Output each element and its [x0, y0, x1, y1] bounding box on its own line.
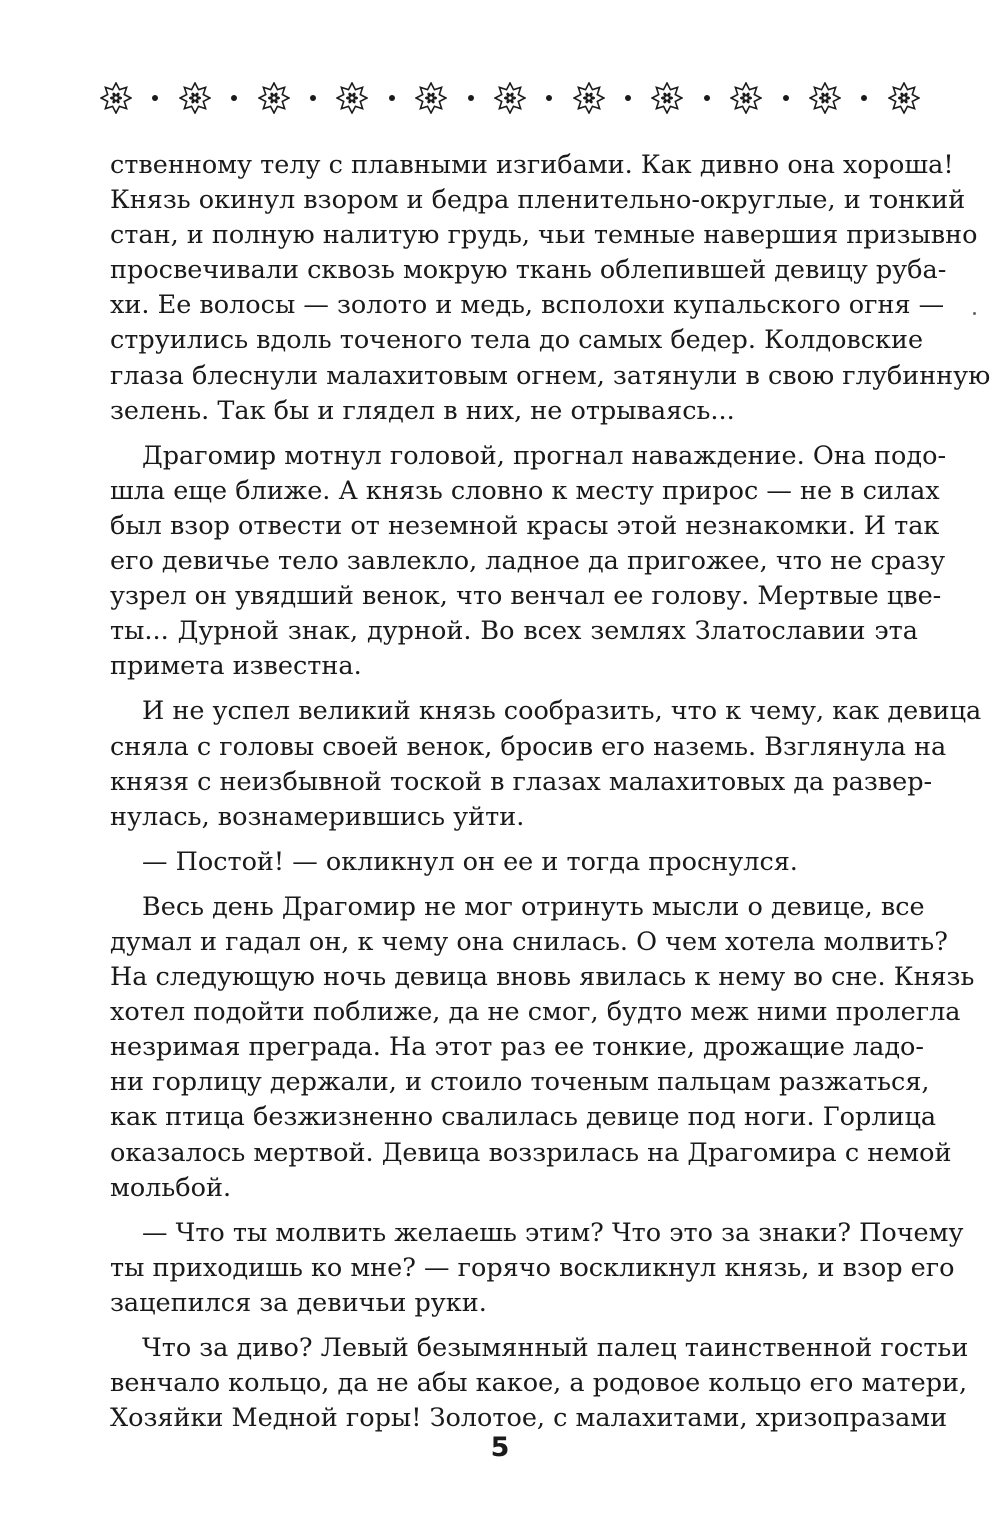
- flower-star-icon: [100, 82, 132, 114]
- flower-star-icon: [809, 82, 841, 114]
- text-line: стан, и полную налитую грудь, чьи темные навершия призывно: [110, 220, 978, 251]
- text-line: незримая преграда. На этот раз ее тонкие, дрожащие ладо-: [110, 1032, 924, 1063]
- text-line: венчало кольцо, да не абы какое, а родовое кольцо его матери,: [110, 1368, 968, 1399]
- header-ornament: [100, 78, 920, 118]
- paragraph-4: [110, 845, 918, 880]
- flower-star-icon: [730, 82, 762, 114]
- scan-speck: [973, 312, 976, 315]
- flower-star-icon: [179, 82, 211, 114]
- text-line: узрел он увядший венок, что венчал ее голову. Мертвые цве-: [110, 581, 942, 612]
- dot-icon: [704, 95, 710, 101]
- dot-icon: [783, 95, 789, 101]
- page-number: 5: [490, 1432, 510, 1463]
- body-text: [110, 148, 991, 1436]
- text-line: был взор отвести от неземной красы этой незнакомки. И так: [110, 510, 940, 541]
- flower-star-icon: [336, 82, 368, 114]
- paragraph-3: [110, 694, 982, 834]
- text-line: нулась, вознамерившись уйти.: [110, 801, 525, 832]
- text-line: Драгомир мотнул головой, прогнал наваждение. Она подо-: [142, 440, 947, 471]
- text-line: просвечивали сквозь мокрую ткань облепившей девицу руба-: [110, 255, 947, 286]
- flower-star-icon: [258, 82, 290, 114]
- text-line: На следующую ночь девица вновь явилась к нему во сне. Князь: [110, 962, 975, 993]
- flower-star-icon: [573, 82, 605, 114]
- text-line: Хозяйки Медной горы! Золотое, с малахитами, хризопразами: [110, 1403, 948, 1434]
- text-line: ты приходишь ко мне? — горячо воскликнул князь, и взор его: [110, 1252, 955, 1283]
- paragraph-7: [110, 1331, 969, 1436]
- paragraph-6: [110, 1216, 964, 1321]
- text-line: ты... Дурной знак, дурной. Во всех землях Златославии эта: [110, 616, 918, 647]
- text-line: струились вдоль точеного тела до самых бедер. Колдовские: [110, 325, 924, 356]
- dot-icon: [310, 95, 316, 101]
- dot-icon: [231, 95, 237, 101]
- dot-icon: [389, 95, 395, 101]
- text-line: сняла с головы своей венок, бросив его наземь. Взглянула на: [110, 731, 947, 762]
- text-line: Что за диво? Левый безымянный палец таинственной гостьи: [142, 1333, 969, 1363]
- flower-star-icon: [651, 82, 683, 114]
- text-line: как птица безжизненно свалилась девице под ноги. Горлица: [110, 1102, 937, 1133]
- text-line: князя с неизбывной тоской в глазах малахитовых да развер-: [110, 766, 933, 797]
- text-line: Князь окинул взором и бедра пленительно-округлые, и тонкий: [110, 185, 966, 216]
- text-line: глаза блеснули малахитовым огнем, затянули в свою глубинную: [110, 360, 991, 391]
- dot-icon: [546, 95, 552, 101]
- flower-star-icon: [415, 82, 447, 114]
- flower-star-icon: [494, 82, 526, 114]
- text-line: зелень. Так бы и глядел в них, не отрываясь...: [110, 395, 735, 426]
- text-line: хотел подойти поближе, да не смог, будто меж ними пролегла: [110, 997, 961, 1028]
- text-line: оказалось мертвой. Девица воззрилась на Драгомира с немой: [110, 1137, 952, 1168]
- text-line: ственному телу с плавными изгибами. Как дивно она хороша!: [110, 150, 954, 180]
- text-line: И не успел великий князь сообразить, что к чему, как девица: [142, 696, 982, 727]
- text-line: — Что ты молвить желаешь этим? Что это за знаки? Почему: [142, 1217, 964, 1248]
- text-line: — Постой! — окликнул он ее и тогда проснулся.: [142, 846, 798, 877]
- paragraph-5: [110, 890, 975, 1206]
- text-line: хи. Ее волосы — золото и медь, всполохи купальского огня —: [110, 290, 945, 321]
- text-line: мольбой.: [110, 1172, 232, 1203]
- dot-icon: [625, 95, 631, 101]
- dot-icon: [468, 95, 474, 101]
- text-line: думал и гадал он, к чему она снилась. О чем хотела молвить?: [110, 926, 948, 957]
- text-line: Весь день Драгомир не мог отринуть мысли о девице, все: [142, 891, 925, 922]
- text-line: ни горлицу держали, и стоило точеным пальцам разжаться,: [110, 1067, 930, 1098]
- text-line: примета известна.: [110, 651, 362, 682]
- paragraph-2: [110, 439, 947, 685]
- dot-icon: [152, 95, 158, 101]
- text-line: его девичье тело завлекло, ладное да пригожее, что не сразу: [110, 546, 946, 577]
- text-line: шла еще ближе. А князь словно к месту прирос — не в силах: [110, 475, 940, 506]
- flower-star-icon: [888, 82, 920, 114]
- paragraph-1: [110, 148, 991, 429]
- text-line: зацепился за девичьи руки.: [110, 1287, 487, 1318]
- dot-icon: [861, 95, 867, 101]
